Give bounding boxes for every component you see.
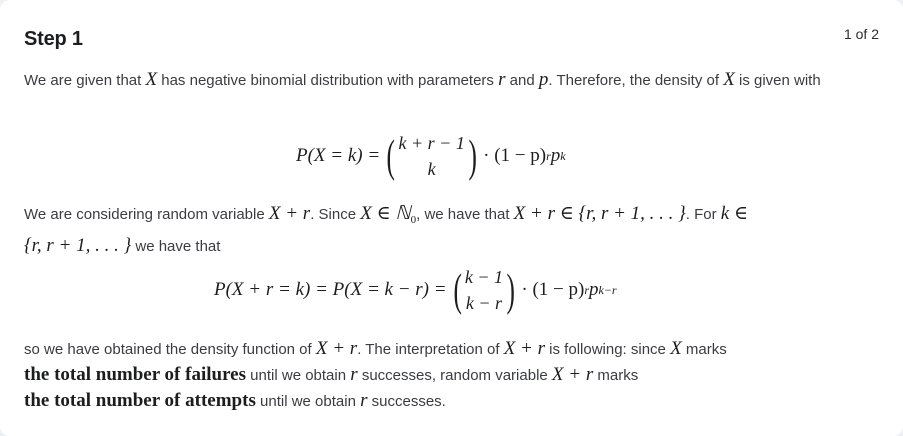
- right-paren: ): [506, 264, 515, 315]
- conclusion-paragraph: [24, 336, 879, 414]
- math-r: r: [360, 390, 368, 411]
- conclusion-text-5: until we obtain: [246, 367, 351, 384]
- binomial-bottom: k: [427, 159, 436, 179]
- bold-failures-phrase: the total number of failures: [24, 364, 247, 385]
- equation-lhs: P(X + r = k) = P(X = k − r) =: [214, 279, 447, 300]
- bold-attempts-phrase: the total number of attempts: [24, 390, 256, 411]
- conclusion-text-2: . The interpretation of: [357, 341, 504, 358]
- right-paren: ): [468, 130, 477, 181]
- exponent-r: r: [584, 282, 589, 297]
- math-x-plus-r: X + r: [503, 338, 546, 359]
- math-p: p: [538, 69, 549, 90]
- conclusion-text-6: successes, random variable: [357, 367, 552, 384]
- math-r: r: [350, 364, 358, 385]
- conclusion-text-3: is following: since: [545, 341, 671, 358]
- equation-rhs: · (1 − p): [521, 279, 585, 300]
- conclusion-text-9: successes.: [367, 393, 446, 410]
- binomial-stack: [465, 264, 503, 316]
- math-x: X: [670, 338, 682, 359]
- middle-text-1: We are considering random variable: [24, 206, 269, 223]
- binomial-stack: [399, 130, 465, 182]
- conclusion-text-4: marks: [681, 341, 727, 358]
- math-k-in: k ∈: [720, 203, 749, 224]
- binomial-bottom: k − r: [465, 293, 503, 313]
- conclusion-text-8: until we obtain: [255, 393, 361, 410]
- intro-text-2: has negative binomial distribution with parameters: [157, 72, 499, 89]
- equation-lhs: P(X = k) =: [296, 145, 381, 166]
- math-x: X: [145, 69, 158, 90]
- middle-text-3: , we have that: [416, 206, 514, 223]
- math-set-2: {r, r + 1, . . . }: [24, 235, 132, 256]
- binomial-coefficient: [450, 264, 519, 316]
- math-x-plus-r: X + r: [268, 203, 311, 224]
- exponent-k-minus-r: k−r: [598, 282, 617, 297]
- math-p: p: [589, 279, 599, 300]
- binomial-top: k + r − 1: [398, 133, 465, 153]
- left-paren: (: [453, 264, 462, 315]
- intro-text-1: We are given that: [24, 72, 146, 89]
- math-p: p: [550, 145, 561, 166]
- exponent-k: k: [560, 148, 566, 163]
- middle-paragraph: [24, 201, 879, 259]
- subscript-zero: 0: [410, 214, 417, 226]
- page-count: 1 of 2: [843, 26, 879, 42]
- conclusion-text-1: so we have obtained the density function of: [24, 341, 316, 358]
- equation-rhs: · (1 − p): [483, 145, 547, 166]
- step-title: Step 1: [24, 28, 83, 50]
- binomial-coefficient: [383, 130, 480, 182]
- intro-paragraph: [24, 67, 879, 93]
- math-x-in-n: X ∈ ℕ: [360, 203, 411, 224]
- math-x-plus-r: X + r: [315, 338, 358, 359]
- math-set: X + r ∈ {r, r + 1, . . . }: [513, 203, 686, 224]
- math-x-plus-r: X + r: [551, 364, 594, 385]
- intro-text-4: . Therefore, the density of: [548, 72, 724, 89]
- conclusion-text-7: marks: [593, 367, 639, 384]
- math-r: r: [498, 69, 506, 90]
- math-x: X: [723, 69, 735, 90]
- density-equation: [296, 128, 566, 184]
- exponent-r: r: [546, 148, 551, 163]
- middle-text-5: we have that: [131, 238, 221, 255]
- binomial-top: k − 1: [464, 267, 504, 287]
- left-paren: (: [386, 130, 396, 181]
- intro-text-3: and: [505, 72, 539, 89]
- middle-text-4: . For: [685, 206, 721, 223]
- shifted-density-equation: [214, 262, 617, 318]
- intro-text-5: is given with: [734, 72, 821, 89]
- middle-text-2: . Since: [310, 206, 361, 223]
